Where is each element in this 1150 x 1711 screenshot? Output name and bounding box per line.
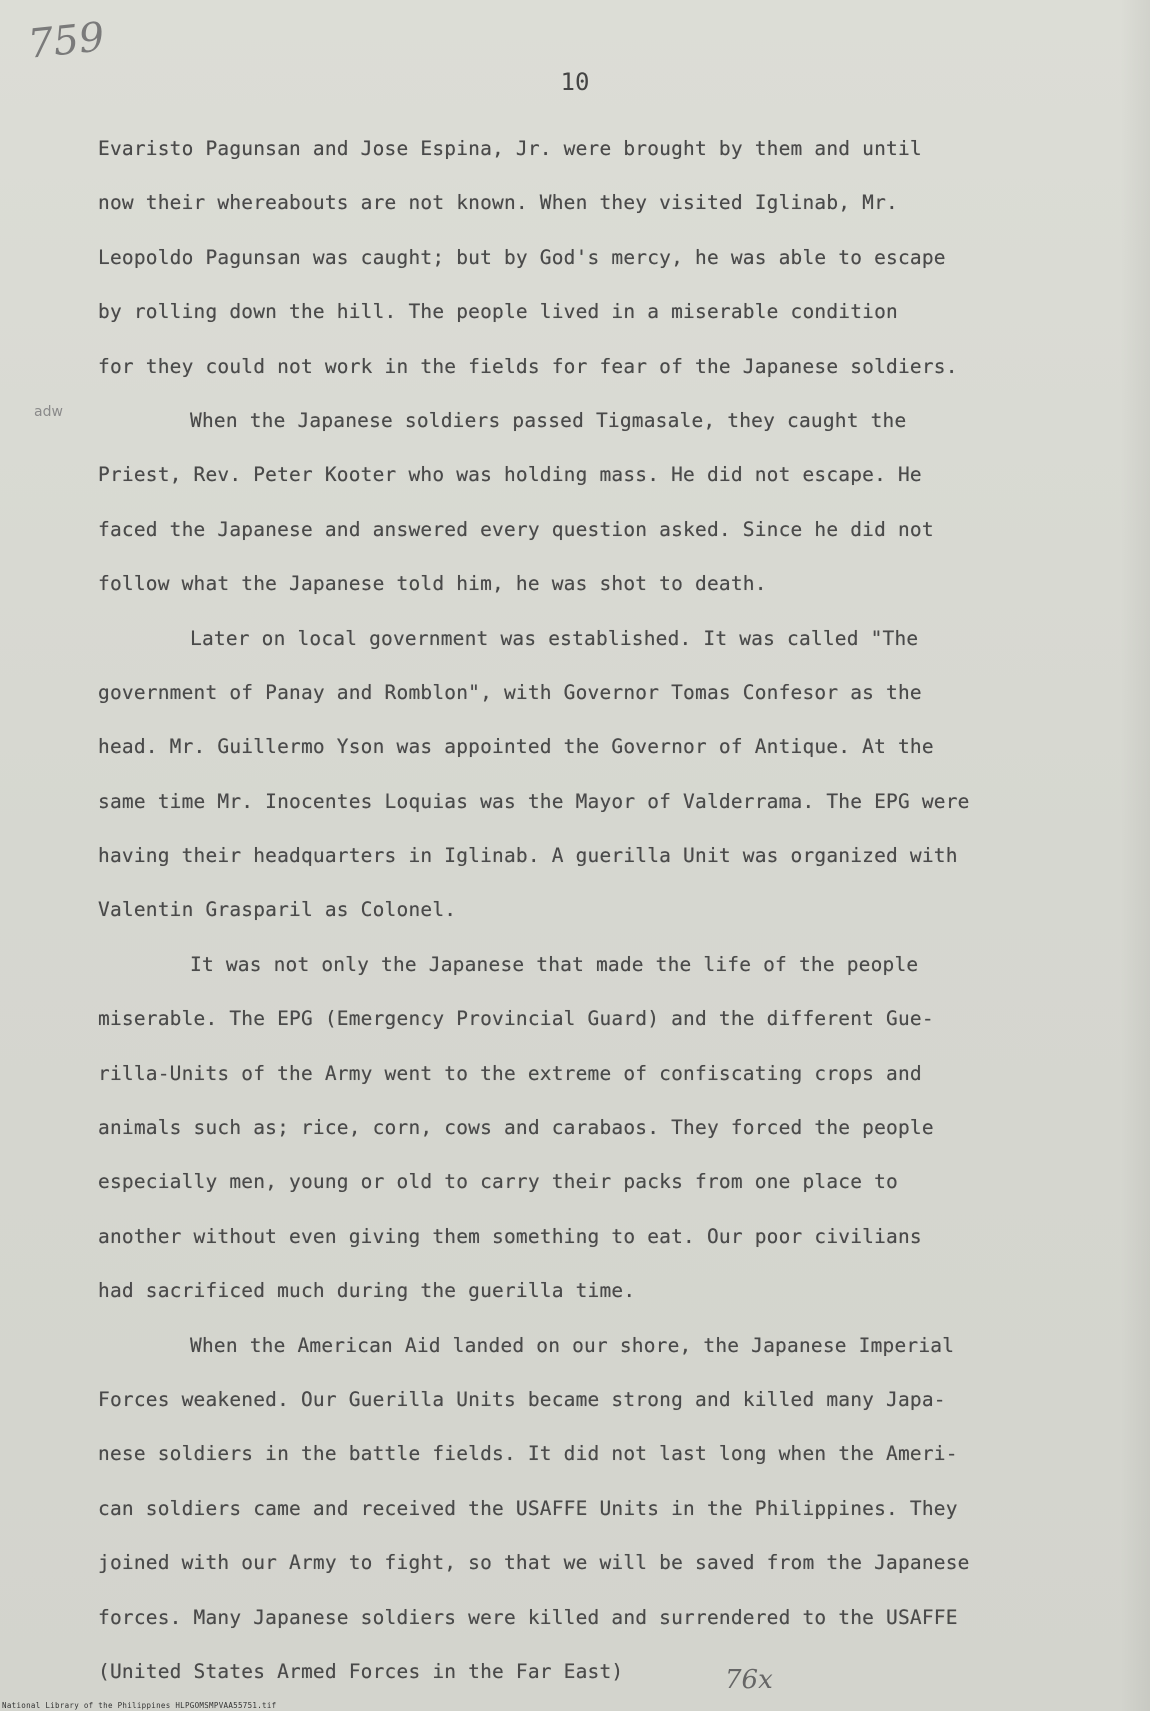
- text-line: joined with our Army to fight, so that we will be saved from the Japanese: [98, 1551, 970, 1575]
- text-line: for they could not work in the fields for fear of the Japanese soldiers.: [98, 354, 958, 378]
- text-line: miserable. The EPG (Emergency Provincial Guard) and the different Gue-: [98, 1007, 934, 1031]
- text-line: another without even giving them something to eat. Our poor civilians: [98, 1224, 922, 1248]
- text-line: faced the Japanese and answered every question asked. Since he did not: [98, 517, 934, 541]
- text-line: When the Japanese soldiers passed Tigmasale, they caught the: [190, 408, 907, 432]
- page-number: 10: [560, 68, 590, 96]
- paragraph-3: [98, 612, 1088, 938]
- text-line: When the American Aid landed on our shore, the Japanese Imperial: [190, 1333, 955, 1357]
- text-line: Later on local government was established. It was called "The: [190, 626, 919, 650]
- text-line: especially men, young or old to carry their packs from one place to: [98, 1170, 898, 1194]
- text-line: government of Panay and Romblon", with Governor Tomas Confesor as the: [98, 680, 922, 704]
- text-line: rilla-Units of the Army went to the extreme of confiscating crops and: [98, 1061, 922, 1085]
- text-line: Evaristo Pagunsan and Jose Espina, Jr. were brought by them and until: [98, 137, 922, 160]
- paragraph-2: [98, 394, 1088, 612]
- text-line: having their headquarters in Iglinab. A guerilla Unit was organized with: [98, 844, 958, 868]
- text-line: Valentin Grasparil as Colonel.: [98, 898, 457, 922]
- handwritten-page-mark: 759: [25, 14, 107, 68]
- paragraph-1: [98, 122, 1088, 394]
- scan-footer: National Library of the Philippines HLPGOMSMPVAA55751.tif: [2, 1701, 277, 1710]
- text-line: by rolling down the hill. The people lived in a miserable condition: [98, 300, 898, 324]
- text-line: same time Mr. Inocentes Loquias was the Mayor of Valderrama. The EPG were: [98, 789, 970, 813]
- paragraph-5: [98, 1319, 1088, 1700]
- text-line: had sacrificed much during the guerilla time.: [98, 1279, 636, 1303]
- text-line: head. Mr. Guillermo Yson was appointed the Governor of Antique. At the: [98, 735, 934, 759]
- paragraph-4: [98, 938, 1088, 1319]
- text-line: follow what the Japanese told him, he was shot to death.: [98, 572, 767, 596]
- text-line: forces. Many Japanese soldiers were killed and surrendered to the USAFFE: [98, 1605, 958, 1629]
- text-line: Priest, Rev. Peter Kooter who was holding mass. He did not escape. He: [98, 463, 922, 487]
- text-line: can soldiers came and received the USAFFE Units in the Philippines. They: [98, 1496, 958, 1520]
- handwritten-bottom-mark: 76x: [725, 1665, 773, 1695]
- text-line: Leopoldo Pagunsan was caught; but by God's mercy, he was able to escape: [98, 245, 946, 269]
- body-text: [98, 122, 1088, 1699]
- text-line: nese soldiers in the battle fields. It did not last long when the Ameri-: [98, 1442, 958, 1466]
- text-line: animals such as; rice, corn, cows and carabaos. They forced the people: [98, 1116, 934, 1140]
- text-line: now their whereabouts are not known. When they visited Iglinab, Mr.: [98, 191, 898, 215]
- text-line: (United States Armed Forces in the Far East): [98, 1659, 624, 1683]
- text-line: It was not only the Japanese that made the life of the people: [190, 952, 919, 976]
- page-edge-shadow: [1120, 0, 1150, 1711]
- margin-note: adw: [34, 404, 63, 420]
- text-line: Forces weakened. Our Guerilla Units became strong and killed many Japa-: [98, 1387, 946, 1411]
